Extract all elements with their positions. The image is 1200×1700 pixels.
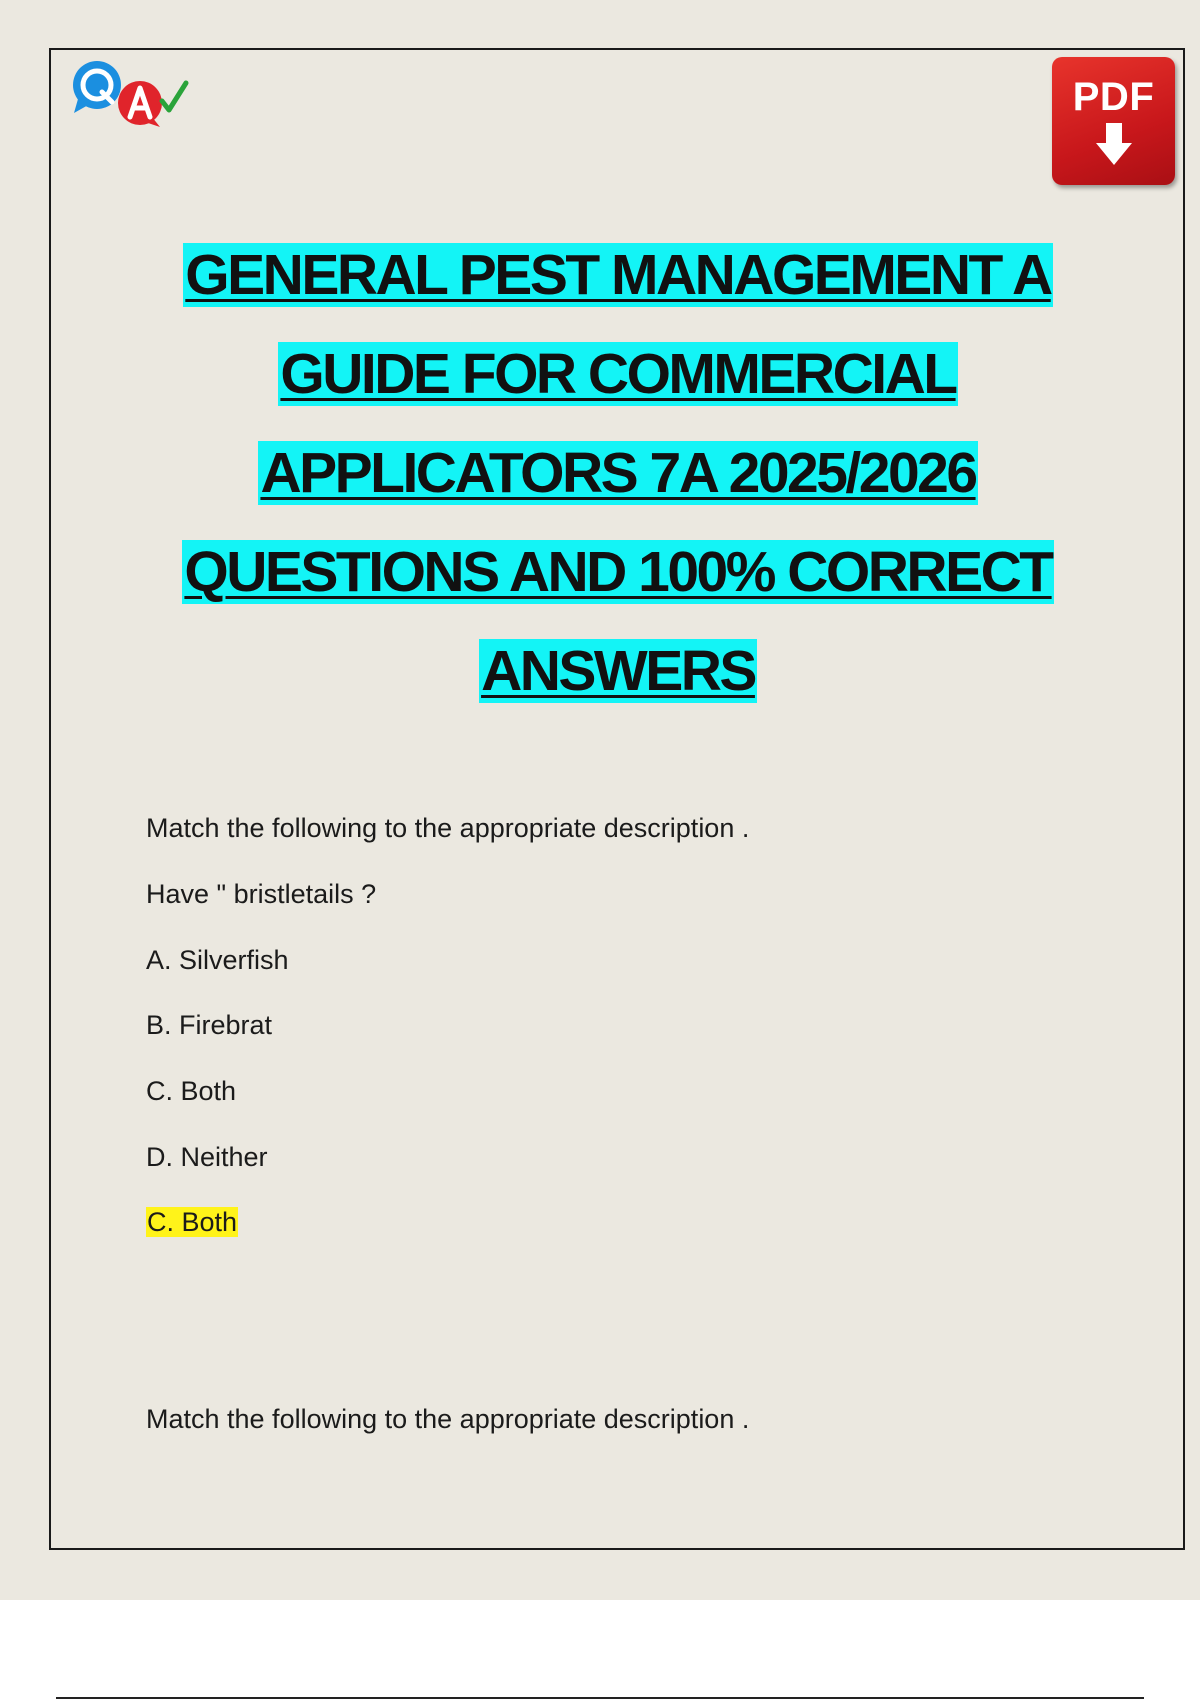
page-divider bbox=[56, 1697, 1144, 1699]
answer-option: D. Neither bbox=[146, 1142, 268, 1172]
document-title bbox=[100, 243, 1136, 738]
pdf-badge-label: PDF bbox=[1072, 75, 1155, 119]
title-line: ANSWERS bbox=[481, 639, 755, 703]
correct-answer: C. Both bbox=[147, 1207, 238, 1237]
answer-option: B. Firebrat bbox=[146, 1010, 273, 1040]
answer-option: C. Both bbox=[146, 1076, 237, 1106]
question-text: Have " bristletails ? bbox=[146, 879, 377, 909]
question-prompt: Match the following to the appropriate description . bbox=[146, 1404, 750, 1434]
title-line: GUIDE FOR COMMERCIAL bbox=[280, 342, 956, 406]
qa-chat-bubbles-checkmark-icon bbox=[70, 57, 190, 129]
answer-option: A. Silverfish bbox=[146, 945, 289, 975]
title-line: QUESTIONS AND 100% CORRECT bbox=[184, 540, 1052, 604]
title-line: GENERAL PEST MANAGEMENT A bbox=[185, 243, 1051, 307]
title-line: APPLICATORS 7A 2025/2026 bbox=[260, 441, 976, 505]
download-arrow-icon bbox=[1094, 123, 1134, 167]
pdf-download-badge[interactable] bbox=[1052, 57, 1175, 185]
question-prompt: Match the following to the appropriate description . bbox=[146, 813, 750, 843]
